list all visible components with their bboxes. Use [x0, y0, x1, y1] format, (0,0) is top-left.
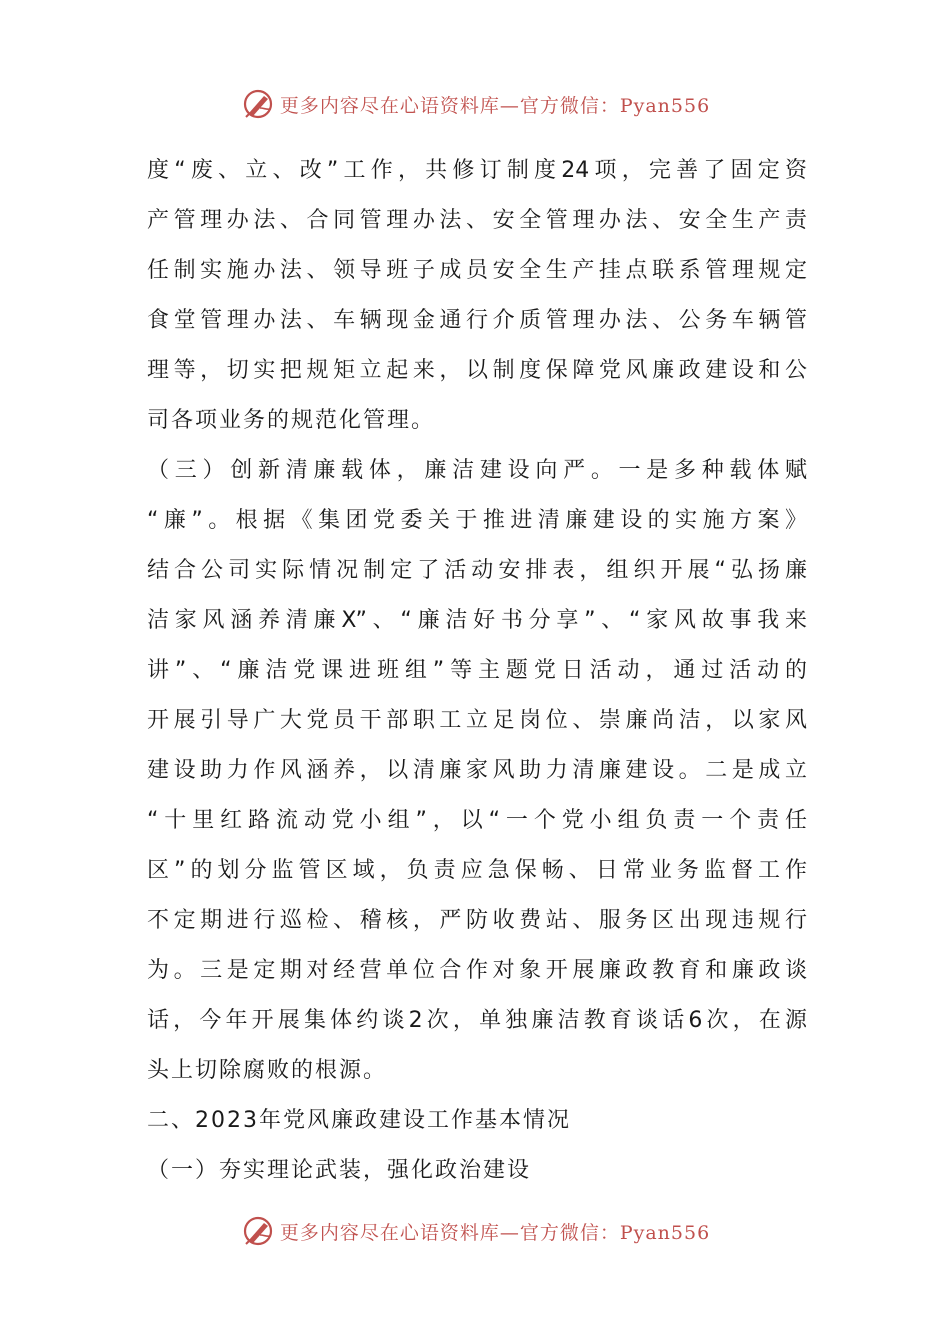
text-line: （一）夯实理论武装，强化政治建设	[147, 1158, 532, 1183]
text-line: 任制实施办法、领导班子成员安全生产挂点联系管理规定	[147, 258, 807, 283]
header-banner	[0, 84, 950, 124]
text-line: 讲”、“廉洁党课进班组”等主题党日活动，通过活动的	[147, 658, 807, 683]
text-line: “十里红路流动党小组”，以“一个党小组负责一个责任	[147, 808, 807, 833]
text-line: “廉”。根据《集团党委关于推进清廉建设的实施方案》	[147, 508, 807, 533]
footer-banner-text: 更多内容尽在心语资料库—官方微信：Pyan556	[279, 1221, 711, 1244]
text-line: 为。三是定期对经营单位合作对象开展廉政教育和廉政谈	[147, 958, 807, 983]
text-line: 话，今年开展集体约谈2次，单独廉洁教育谈话6次，在源	[147, 1008, 807, 1033]
text-line: 结合公司实际情况制定了活动安排表，组织开展“弘扬廉	[147, 558, 807, 583]
text-line: 不定期进行巡检、稽核，严防收费站、服务区出现违规行	[147, 908, 807, 933]
text-line: 建设助力作风涵养，以清廉家风助力清廉建设。二是成立	[147, 758, 807, 783]
document-body	[147, 146, 807, 1196]
text-line: 二、2023年党风廉政建设工作基本情况	[147, 1108, 571, 1133]
text-line: 度“废、立、改”工作，共修订制度24项，完善了固定资	[147, 158, 807, 183]
text-line: 洁家风涵养清廉X”、“廉洁好书分享”、“家风故事我来	[147, 608, 807, 633]
text-line: 司各项业务的规范化管理。	[147, 408, 436, 433]
text-line: 理等，切实把规矩立起来，以制度保障党风廉政建设和公	[147, 358, 807, 383]
footer-banner	[0, 1211, 950, 1251]
text-line: 开展引导广大党员干部职工立足岗位、崇廉尚洁，以家风	[147, 708, 807, 733]
text-line: 食堂管理办法、车辆现金通行介质管理办法、公务车辆管	[147, 308, 807, 333]
header-banner-text: 更多内容尽在心语资料库—官方微信：Pyan556	[279, 94, 711, 117]
pen-logo-icon	[240, 1213, 276, 1249]
text-line: 区”的划分监管区域，负责应急保畅、日常业务监督工作	[147, 858, 807, 883]
text-line: （三）创新清廉载体，廉洁建设向严。一是多种载体赋	[147, 458, 807, 483]
text-line: 产管理办法、合同管理办法、安全管理办法、安全生产责	[147, 208, 807, 233]
pen-logo-icon	[240, 86, 276, 122]
text-line: 头上切除腐败的根源。	[147, 1058, 388, 1083]
